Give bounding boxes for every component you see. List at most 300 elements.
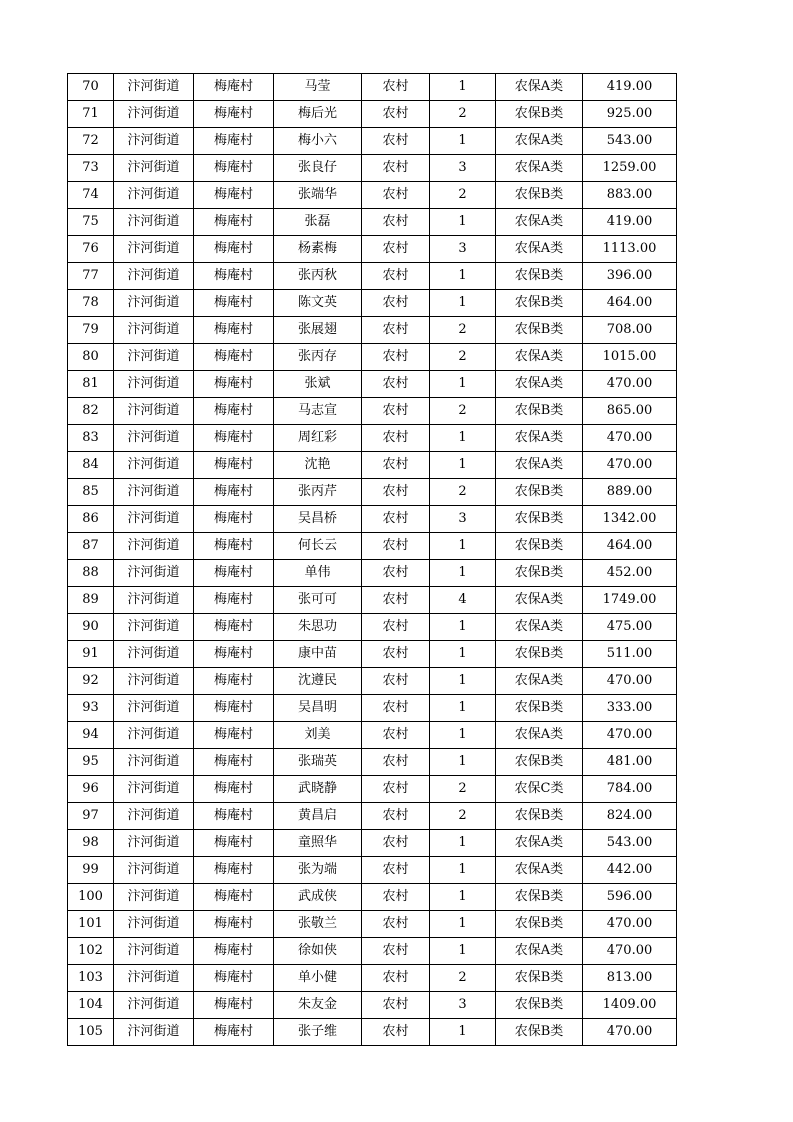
amount-cell: 470.00	[583, 452, 677, 479]
street-cell: 汴河街道	[114, 587, 194, 614]
household-count-cell: 1	[430, 209, 496, 236]
area-type-cell: 农村	[362, 128, 430, 155]
household-count-cell: 1	[430, 722, 496, 749]
street-cell: 汴河街道	[114, 695, 194, 722]
street-cell: 汴河街道	[114, 560, 194, 587]
name-cell: 张端华	[274, 182, 362, 209]
category-cell: 农保A类	[496, 587, 583, 614]
area-type-cell: 农村	[362, 722, 430, 749]
household-count-cell: 2	[430, 965, 496, 992]
street-cell: 汴河街道	[114, 938, 194, 965]
name-cell: 徐如侠	[274, 938, 362, 965]
category-cell: 农保B类	[496, 884, 583, 911]
category-cell: 农保B类	[496, 911, 583, 938]
area-type-cell: 农村	[362, 830, 430, 857]
table-row	[68, 911, 677, 938]
name-cell: 张展翅	[274, 317, 362, 344]
area-type-cell: 农村	[362, 425, 430, 452]
household-count-cell: 2	[430, 398, 496, 425]
name-cell: 张子维	[274, 1019, 362, 1046]
table-row	[68, 749, 677, 776]
household-count-cell: 3	[430, 992, 496, 1019]
row-number-cell: 79	[68, 317, 114, 344]
household-count-cell: 4	[430, 587, 496, 614]
household-count-cell: 2	[430, 776, 496, 803]
row-number-cell: 93	[68, 695, 114, 722]
village-cell: 梅庵村	[194, 830, 274, 857]
name-cell: 陈文英	[274, 290, 362, 317]
row-number-cell: 90	[68, 614, 114, 641]
row-number-cell: 82	[68, 398, 114, 425]
data-table	[67, 73, 677, 1046]
village-cell: 梅庵村	[194, 128, 274, 155]
household-count-cell: 1	[430, 74, 496, 101]
household-count-cell: 2	[430, 317, 496, 344]
name-cell: 张为端	[274, 857, 362, 884]
area-type-cell: 农村	[362, 641, 430, 668]
street-cell: 汴河街道	[114, 668, 194, 695]
amount-cell: 543.00	[583, 830, 677, 857]
category-cell: 农保B类	[496, 263, 583, 290]
household-count-cell: 3	[430, 506, 496, 533]
table-row	[68, 452, 677, 479]
row-number-cell: 74	[68, 182, 114, 209]
household-count-cell: 1	[430, 641, 496, 668]
area-type-cell: 农村	[362, 398, 430, 425]
name-cell: 何长云	[274, 533, 362, 560]
village-cell: 梅庵村	[194, 776, 274, 803]
street-cell: 汴河街道	[114, 992, 194, 1019]
category-cell: 农保B类	[496, 533, 583, 560]
area-type-cell: 农村	[362, 965, 430, 992]
household-count-cell: 1	[430, 290, 496, 317]
category-cell: 农保A类	[496, 74, 583, 101]
village-cell: 梅庵村	[194, 209, 274, 236]
row-number-cell: 101	[68, 911, 114, 938]
household-count-cell: 1	[430, 371, 496, 398]
amount-cell: 481.00	[583, 749, 677, 776]
table-row	[68, 236, 677, 263]
amount-cell: 470.00	[583, 1019, 677, 1046]
street-cell: 汴河街道	[114, 857, 194, 884]
table-row	[68, 965, 677, 992]
table-row	[68, 155, 677, 182]
name-cell: 朱思功	[274, 614, 362, 641]
category-cell: 农保B类	[496, 479, 583, 506]
row-number-cell: 80	[68, 344, 114, 371]
table-row	[68, 884, 677, 911]
amount-cell: 511.00	[583, 641, 677, 668]
street-cell: 汴河街道	[114, 344, 194, 371]
area-type-cell: 农村	[362, 317, 430, 344]
village-cell: 梅庵村	[194, 938, 274, 965]
amount-cell: 464.00	[583, 290, 677, 317]
area-type-cell: 农村	[362, 1019, 430, 1046]
category-cell: 农保A类	[496, 371, 583, 398]
household-count-cell: 2	[430, 101, 496, 128]
area-type-cell: 农村	[362, 101, 430, 128]
amount-cell: 865.00	[583, 398, 677, 425]
village-cell: 梅庵村	[194, 317, 274, 344]
row-number-cell: 88	[68, 560, 114, 587]
street-cell: 汴河街道	[114, 776, 194, 803]
household-count-cell: 1	[430, 263, 496, 290]
amount-cell: 543.00	[583, 128, 677, 155]
row-number-cell: 100	[68, 884, 114, 911]
street-cell: 汴河街道	[114, 830, 194, 857]
village-cell: 梅庵村	[194, 695, 274, 722]
row-number-cell: 85	[68, 479, 114, 506]
village-cell: 梅庵村	[194, 884, 274, 911]
amount-cell: 470.00	[583, 371, 677, 398]
amount-cell: 925.00	[583, 101, 677, 128]
amount-cell: 1749.00	[583, 587, 677, 614]
category-cell: 农保A类	[496, 209, 583, 236]
name-cell: 沈艳	[274, 452, 362, 479]
category-cell: 农保A类	[496, 452, 583, 479]
area-type-cell: 农村	[362, 857, 430, 884]
village-cell: 梅庵村	[194, 236, 274, 263]
name-cell: 康中苗	[274, 641, 362, 668]
amount-cell: 824.00	[583, 803, 677, 830]
row-number-cell: 83	[68, 425, 114, 452]
village-cell: 梅庵村	[194, 749, 274, 776]
table-row	[68, 695, 677, 722]
area-type-cell: 农村	[362, 668, 430, 695]
village-cell: 梅庵村	[194, 371, 274, 398]
table-row	[68, 506, 677, 533]
row-number-cell: 102	[68, 938, 114, 965]
row-number-cell: 105	[68, 1019, 114, 1046]
row-number-cell: 77	[68, 263, 114, 290]
table-row	[68, 776, 677, 803]
table-row	[68, 479, 677, 506]
village-cell: 梅庵村	[194, 857, 274, 884]
amount-cell: 596.00	[583, 884, 677, 911]
village-cell: 梅庵村	[194, 506, 274, 533]
area-type-cell: 农村	[362, 371, 430, 398]
area-type-cell: 农村	[362, 533, 430, 560]
name-cell: 黄昌启	[274, 803, 362, 830]
row-number-cell: 98	[68, 830, 114, 857]
category-cell: 农保C类	[496, 776, 583, 803]
amount-cell: 470.00	[583, 425, 677, 452]
household-count-cell: 2	[430, 344, 496, 371]
street-cell: 汴河街道	[114, 236, 194, 263]
category-cell: 农保A类	[496, 155, 583, 182]
name-cell: 马莹	[274, 74, 362, 101]
street-cell: 汴河街道	[114, 722, 194, 749]
household-count-cell: 2	[430, 479, 496, 506]
table-row	[68, 74, 677, 101]
table-row	[68, 209, 677, 236]
name-cell: 沈遵民	[274, 668, 362, 695]
name-cell: 武成侠	[274, 884, 362, 911]
table-row	[68, 371, 677, 398]
name-cell: 张丙秋	[274, 263, 362, 290]
area-type-cell: 农村	[362, 74, 430, 101]
area-type-cell: 农村	[362, 938, 430, 965]
row-number-cell: 73	[68, 155, 114, 182]
village-cell: 梅庵村	[194, 182, 274, 209]
name-cell: 张良仔	[274, 155, 362, 182]
street-cell: 汴河街道	[114, 911, 194, 938]
household-count-cell: 3	[430, 236, 496, 263]
table-row	[68, 290, 677, 317]
table-row	[68, 344, 677, 371]
area-type-cell: 农村	[362, 182, 430, 209]
row-number-cell: 99	[68, 857, 114, 884]
name-cell: 马志宣	[274, 398, 362, 425]
village-cell: 梅庵村	[194, 344, 274, 371]
village-cell: 梅庵村	[194, 587, 274, 614]
row-number-cell: 70	[68, 74, 114, 101]
street-cell: 汴河街道	[114, 155, 194, 182]
table-row	[68, 992, 677, 1019]
row-number-cell: 78	[68, 290, 114, 317]
street-cell: 汴河街道	[114, 452, 194, 479]
household-count-cell: 1	[430, 911, 496, 938]
category-cell: 农保B类	[496, 992, 583, 1019]
village-cell: 梅庵村	[194, 803, 274, 830]
table-row	[68, 857, 677, 884]
household-count-cell: 1	[430, 614, 496, 641]
village-cell: 梅庵村	[194, 668, 274, 695]
area-type-cell: 农村	[362, 695, 430, 722]
row-number-cell: 84	[68, 452, 114, 479]
category-cell: 农保B类	[496, 641, 583, 668]
row-number-cell: 104	[68, 992, 114, 1019]
household-count-cell: 1	[430, 695, 496, 722]
row-number-cell: 81	[68, 371, 114, 398]
amount-cell: 464.00	[583, 533, 677, 560]
row-number-cell: 95	[68, 749, 114, 776]
category-cell: 农保A类	[496, 668, 583, 695]
row-number-cell: 86	[68, 506, 114, 533]
area-type-cell: 农村	[362, 236, 430, 263]
amount-cell: 1342.00	[583, 506, 677, 533]
street-cell: 汴河街道	[114, 1019, 194, 1046]
amount-cell: 470.00	[583, 938, 677, 965]
category-cell: 农保A类	[496, 425, 583, 452]
village-cell: 梅庵村	[194, 1019, 274, 1046]
table-row	[68, 1019, 677, 1046]
category-cell: 农保A类	[496, 236, 583, 263]
household-count-cell: 3	[430, 155, 496, 182]
category-cell: 农保B类	[496, 398, 583, 425]
amount-cell: 475.00	[583, 614, 677, 641]
amount-cell: 333.00	[583, 695, 677, 722]
village-cell: 梅庵村	[194, 398, 274, 425]
household-count-cell: 1	[430, 884, 496, 911]
category-cell: 农保B类	[496, 1019, 583, 1046]
category-cell: 农保B类	[496, 182, 583, 209]
amount-cell: 419.00	[583, 74, 677, 101]
category-cell: 农保A类	[496, 938, 583, 965]
area-type-cell: 农村	[362, 911, 430, 938]
area-type-cell: 农村	[362, 263, 430, 290]
table-row	[68, 587, 677, 614]
row-number-cell: 97	[68, 803, 114, 830]
table-row	[68, 560, 677, 587]
row-number-cell: 92	[68, 668, 114, 695]
village-cell: 梅庵村	[194, 911, 274, 938]
name-cell: 张敬兰	[274, 911, 362, 938]
household-count-cell: 1	[430, 749, 496, 776]
table-row	[68, 614, 677, 641]
area-type-cell: 农村	[362, 884, 430, 911]
table-row	[68, 533, 677, 560]
category-cell: 农保A类	[496, 830, 583, 857]
household-count-cell: 1	[430, 452, 496, 479]
table-row	[68, 830, 677, 857]
amount-cell: 889.00	[583, 479, 677, 506]
area-type-cell: 农村	[362, 560, 430, 587]
name-cell: 张瑞英	[274, 749, 362, 776]
name-cell: 张可可	[274, 587, 362, 614]
village-cell: 梅庵村	[194, 965, 274, 992]
table-body	[68, 74, 677, 1046]
household-count-cell: 1	[430, 857, 496, 884]
name-cell: 单伟	[274, 560, 362, 587]
category-cell: 农保A类	[496, 857, 583, 884]
household-count-cell: 1	[430, 668, 496, 695]
row-number-cell: 72	[68, 128, 114, 155]
category-cell: 农保B类	[496, 695, 583, 722]
street-cell: 汴河街道	[114, 182, 194, 209]
table-row	[68, 101, 677, 128]
street-cell: 汴河街道	[114, 641, 194, 668]
street-cell: 汴河街道	[114, 965, 194, 992]
village-cell: 梅庵村	[194, 101, 274, 128]
category-cell: 农保B类	[496, 749, 583, 776]
row-number-cell: 96	[68, 776, 114, 803]
category-cell: 农保A类	[496, 344, 583, 371]
area-type-cell: 农村	[362, 587, 430, 614]
area-type-cell: 农村	[362, 209, 430, 236]
row-number-cell: 94	[68, 722, 114, 749]
street-cell: 汴河街道	[114, 884, 194, 911]
street-cell: 汴河街道	[114, 74, 194, 101]
area-type-cell: 农村	[362, 155, 430, 182]
category-cell: 农保B类	[496, 101, 583, 128]
village-cell: 梅庵村	[194, 614, 274, 641]
village-cell: 梅庵村	[194, 74, 274, 101]
name-cell: 张磊	[274, 209, 362, 236]
name-cell: 张斌	[274, 371, 362, 398]
area-type-cell: 农村	[362, 992, 430, 1019]
amount-cell: 1113.00	[583, 236, 677, 263]
amount-cell: 784.00	[583, 776, 677, 803]
household-count-cell: 1	[430, 128, 496, 155]
row-number-cell: 87	[68, 533, 114, 560]
area-type-cell: 农村	[362, 290, 430, 317]
amount-cell: 452.00	[583, 560, 677, 587]
category-cell: 农保B类	[496, 560, 583, 587]
street-cell: 汴河街道	[114, 614, 194, 641]
village-cell: 梅庵村	[194, 155, 274, 182]
amount-cell: 470.00	[583, 911, 677, 938]
name-cell: 单小健	[274, 965, 362, 992]
area-type-cell: 农村	[362, 614, 430, 641]
street-cell: 汴河街道	[114, 479, 194, 506]
amount-cell: 883.00	[583, 182, 677, 209]
table-row	[68, 263, 677, 290]
row-number-cell: 103	[68, 965, 114, 992]
amount-cell: 442.00	[583, 857, 677, 884]
table-row	[68, 317, 677, 344]
street-cell: 汴河街道	[114, 290, 194, 317]
amount-cell: 708.00	[583, 317, 677, 344]
village-cell: 梅庵村	[194, 263, 274, 290]
name-cell: 朱友金	[274, 992, 362, 1019]
amount-cell: 396.00	[583, 263, 677, 290]
area-type-cell: 农村	[362, 749, 430, 776]
household-count-cell: 2	[430, 803, 496, 830]
amount-cell: 470.00	[583, 668, 677, 695]
category-cell: 农保B类	[496, 290, 583, 317]
household-count-cell: 1	[430, 830, 496, 857]
name-cell: 杨素梅	[274, 236, 362, 263]
street-cell: 汴河街道	[114, 506, 194, 533]
area-type-cell: 农村	[362, 776, 430, 803]
row-number-cell: 71	[68, 101, 114, 128]
name-cell: 童照华	[274, 830, 362, 857]
street-cell: 汴河街道	[114, 398, 194, 425]
street-cell: 汴河街道	[114, 128, 194, 155]
household-count-cell: 2	[430, 182, 496, 209]
household-count-cell: 1	[430, 425, 496, 452]
name-cell: 刘美	[274, 722, 362, 749]
area-type-cell: 农村	[362, 452, 430, 479]
table-row	[68, 182, 677, 209]
name-cell: 梅后光	[274, 101, 362, 128]
category-cell: 农保B类	[496, 317, 583, 344]
amount-cell: 419.00	[583, 209, 677, 236]
household-count-cell: 1	[430, 533, 496, 560]
village-cell: 梅庵村	[194, 992, 274, 1019]
area-type-cell: 农村	[362, 479, 430, 506]
category-cell: 农保B类	[496, 803, 583, 830]
village-cell: 梅庵村	[194, 722, 274, 749]
street-cell: 汴河街道	[114, 209, 194, 236]
street-cell: 汴河街道	[114, 317, 194, 344]
household-count-cell: 1	[430, 1019, 496, 1046]
street-cell: 汴河街道	[114, 533, 194, 560]
table-row	[68, 938, 677, 965]
amount-cell: 1259.00	[583, 155, 677, 182]
table-row	[68, 641, 677, 668]
village-cell: 梅庵村	[194, 452, 274, 479]
category-cell: 农保A类	[496, 128, 583, 155]
name-cell: 梅小六	[274, 128, 362, 155]
category-cell: 农保A类	[496, 614, 583, 641]
area-type-cell: 农村	[362, 344, 430, 371]
street-cell: 汴河街道	[114, 101, 194, 128]
category-cell: 农保B类	[496, 965, 583, 992]
amount-cell: 470.00	[583, 722, 677, 749]
amount-cell: 813.00	[583, 965, 677, 992]
name-cell: 吴昌桥	[274, 506, 362, 533]
household-count-cell: 1	[430, 560, 496, 587]
name-cell: 张丙存	[274, 344, 362, 371]
category-cell: 农保B类	[496, 506, 583, 533]
category-cell: 农保A类	[496, 722, 583, 749]
table-row	[68, 668, 677, 695]
table-row	[68, 722, 677, 749]
street-cell: 汴河街道	[114, 371, 194, 398]
village-cell: 梅庵村	[194, 479, 274, 506]
